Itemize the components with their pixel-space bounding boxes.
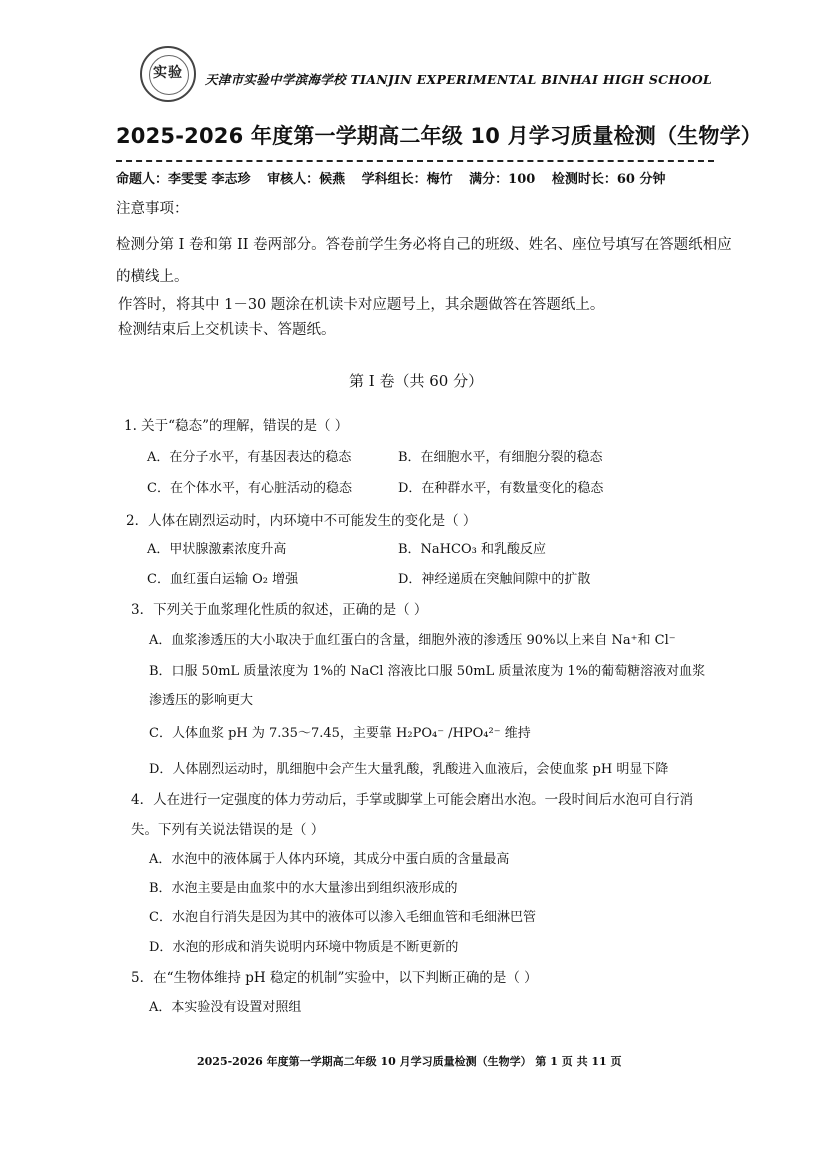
question-4-stem: 4．人在进行一定强度的体力劳动后，手掌或脚掌上可能会磨出水泡。一段时间后水泡可自行消 bbox=[131, 792, 694, 808]
notes-line-1b: 的横线上。 bbox=[116, 269, 189, 285]
question-1-option-c: C．在个体水平，有心脏活动的稳态 bbox=[147, 481, 352, 496]
meta-author: 命题人：李雯雯 李志珍 bbox=[116, 172, 251, 187]
question-4-option-d: D．水泡的形成和消失说明内环境中物质是不断更新的 bbox=[149, 940, 459, 955]
question-4-stem-cont: 失。下列有关说法错误的是（ ） bbox=[131, 822, 325, 838]
question-1-option-b: B．在细胞水平，有细胞分裂的稳态 bbox=[398, 450, 603, 465]
question-3-option-c: C．人体血浆 pH 为 7.35～7.45，主要靠 H₂PO₄⁻ /HPO₄²⁻ 维持 bbox=[149, 726, 531, 741]
meta-duration: 检测时长：60 分钟 bbox=[551, 172, 666, 187]
question-5-option-a: A．本实验没有设置对照组 bbox=[149, 1000, 302, 1015]
seal-mark: 实验 bbox=[153, 65, 183, 81]
meta-head: 学科组长：梅竹 bbox=[361, 172, 453, 187]
question-1-option-a: A．在分子水平，有基因表达的稳态 bbox=[147, 450, 352, 465]
section-title: 第 I 卷（共 60 分） bbox=[349, 372, 484, 390]
question-3-option-b-cont: 渗透压的影响更大 bbox=[149, 693, 254, 708]
question-4-option-c: C．水泡自行消失是因为其中的液体可以渗入毛细血管和毛细淋巴管 bbox=[149, 910, 536, 925]
meta-reviewer: 审核人：候燕 bbox=[267, 172, 346, 187]
notes-line-2: 作答时，将其中 1－30 题涂在机读卡对应题号上，其余题做答在答题纸上。 bbox=[118, 297, 605, 313]
page-title: 2025-2026 年度第一学期高二年级 10 月学习质量检测（生物学） bbox=[116, 124, 762, 148]
question-3-option-b: B．口服 50mL 质量浓度为 1%的 NaCl 溶液比口服 50mL 质量浓度为 1%的葡萄糖溶液对血浆 bbox=[149, 664, 706, 679]
notes-line-3: 检测结束后上交机读卡、答题纸。 bbox=[118, 322, 336, 338]
question-1-option-d: D．在种群水平，有数量变化的稳态 bbox=[398, 481, 604, 496]
notes-heading: 注意事项： bbox=[116, 201, 189, 217]
school-seal-logo bbox=[140, 46, 196, 102]
question-5-stem: 5．在“生物体维持 pH 稳定的机制”实验中，以下判断正确的是（ ） bbox=[131, 970, 538, 986]
question-1-stem: 1. 关于“稳态”的理解，错误的是（ ） bbox=[124, 418, 349, 434]
question-4-option-a: A．水泡中的液体属于人体内环境，其成分中蛋白质的含量最高 bbox=[149, 852, 510, 867]
question-2-stem: 2．人体在剧烈运动时，内环境中不可能发生的变化是（ ） bbox=[126, 513, 477, 529]
question-3-stem: 3．下列关于血浆理化性质的叙述，正确的是（ ） bbox=[131, 602, 428, 618]
question-2-option-b: B．NaHCO₃ 和乳酸反应 bbox=[398, 542, 546, 557]
exam-meta bbox=[116, 168, 677, 187]
title-divider bbox=[116, 160, 714, 162]
question-3-option-d: D．人体剧烈运动时，肌细胞中会产生大量乳酸，乳酸进入血液后，会使血浆 pH 明显下降 bbox=[149, 762, 669, 777]
notes-line-1: 检测分第 I 卷和第 II 卷两部分。答卷前学生务必将自己的班级、姓名、座位号填写在答题纸相应 bbox=[116, 237, 732, 253]
question-2-option-d: D．神经递质在突触间隙中的扩散 bbox=[398, 572, 591, 587]
question-2-option-c: C．血红蛋白运输 O₂ 增强 bbox=[147, 572, 299, 587]
page-footer: 2025-2026 年度第一学期高二年级 10 月学习质量检测（生物学） 第 1 页 共 11 页 bbox=[197, 1055, 622, 1068]
school-name: 天津市实验中学滨海学校 TIANJIN EXPERIMENTAL BINHAI HIGH SCHOOL bbox=[205, 72, 712, 87]
question-4-option-b: B．水泡主要是由血浆中的水大量渗出到组织液形成的 bbox=[149, 881, 458, 896]
meta-score: 满分：100 bbox=[469, 172, 536, 187]
question-2-option-a: A．甲状腺激素浓度升高 bbox=[147, 542, 287, 557]
question-3-option-a: A．血浆渗透压的大小取决于血红蛋白的含量，细胞外液的渗透压 90%以上来自 Na⁺和 Cl⁻ bbox=[149, 633, 676, 648]
